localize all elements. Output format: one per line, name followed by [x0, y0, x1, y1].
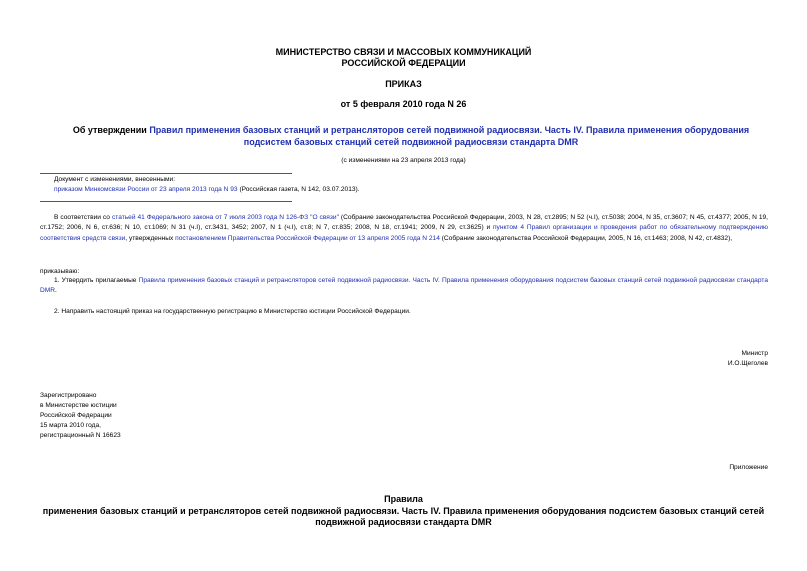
preamble-text-3: , утвержденных	[125, 234, 176, 242]
registration-line-2: в Министерстве юстиции	[40, 402, 117, 409]
order-item-1	[40, 276, 768, 297]
item1-rules-link[interactable]: Правила применения базовых станций и ретрансляторов сетей подвижной радиосвязи. Часть IV. Правила применения оборудования подсистем базовых станций сетей подвижной радиосвязи стандарта DMR	[40, 277, 768, 295]
signature-name: И.О.Щеголев	[727, 360, 768, 367]
document-date: от 5 февраля 2010 года N 26	[340, 99, 467, 109]
item1-suffix: .	[55, 287, 57, 295]
changes-link[interactable]: приказом Минкомсвязи России от 23 апреля 2013 года N 93	[54, 186, 238, 193]
ministry-name-line1: МИНИСТЕРСТВО СВЯЗИ И МАССОВЫХ КОММУНИКАЦИЙ	[275, 47, 532, 57]
divider-top	[40, 173, 292, 174]
preamble-paragraph	[40, 213, 768, 244]
document-title	[58, 124, 764, 148]
government-decree-link[interactable]: постановлением Правительства Российской Федерации от 13 апреля 2005 года N 214	[175, 234, 440, 242]
preamble-text-2: (Собрание законодательства Российской Федерации, 2003, N 28, ст.2895; N 52 (ч.I), ст.5038; 2004, N 35, ст.3607; N 45, ст.4377; 2005, N 19, ст.1752; 2006, N 6, ст.636; N 10, ст.1069; N 31 (ч.I), ст.3431, 3452; 2007, N 1 (ч.I), ст.8; N 7, ст.835; 2008, N 18, ст.1941; 2009, N 29, ст.3625) и	[40, 214, 768, 232]
rules-subtitle-line1: применения базовых станций и ретрансляторов сетей подвижной радиосвязи. Часть IV. Правила применения оборудования подсистем базовых станций сетей	[42, 506, 765, 516]
order-word: приказываю:	[40, 268, 80, 275]
rules-subtitle-line2: подвижной радиосвязи стандарта DMR	[315, 517, 492, 527]
title-link[interactable]: Правил применения базовых станций и ретрансляторов сетей подвижной радиосвязи. Часть IV. Правила применения оборудования подсистем базовых станций сетей подвижной радиосвязи стандарта DMR	[149, 125, 750, 147]
title-prefix: Об утверждении	[72, 125, 150, 135]
changes-entry	[54, 185, 360, 195]
rules-point-link[interactable]: пунктом 4 Правил организации и проведения работ по обязательному подтверждению соответствия средств связи	[40, 224, 768, 242]
law-link[interactable]: статьей 41 Федерального закона от 7 июля 2003 года N 126-ФЗ "О связи"	[111, 214, 339, 221]
divider-bottom	[40, 201, 292, 202]
preamble-text-1: В соответствии со	[54, 214, 112, 221]
signature-position: Министр	[741, 350, 768, 357]
preamble-text-4: (Собрание законодательства Российской Федерации, 2005, N 16, ст.1463; 2008, N 42, ст.4832),	[439, 234, 733, 242]
item1-prefix: 1. Утвердить прилагаемые	[54, 277, 139, 284]
document-type: ПРИКАЗ	[385, 79, 422, 89]
changes-heading: Документ с изменениями, внесенными:	[54, 176, 176, 183]
ministry-name-line2: РОССИЙСКОЙ ФЕДЕРАЦИИ	[341, 58, 466, 68]
changes-rest: (Российская газета, N 142, 03.07.2013).	[237, 186, 360, 193]
edition-note: (с изменениями на 23 апреля 2013 года)	[341, 157, 466, 164]
appendix-label: Приложение	[729, 464, 768, 471]
registration-line-1: Зарегистрировано	[40, 392, 97, 399]
rules-title: Правила	[384, 494, 423, 504]
registration-line-3: Российской Федерации	[40, 412, 112, 419]
registration-line-5: регистрационный N 16623	[40, 432, 121, 439]
order-item-2: 2. Направить настоящий приказ на государственную регистрацию в Министерство юстиции Российской Федерации.	[54, 308, 411, 315]
registration-line-4: 15 марта 2010 года,	[40, 422, 101, 429]
